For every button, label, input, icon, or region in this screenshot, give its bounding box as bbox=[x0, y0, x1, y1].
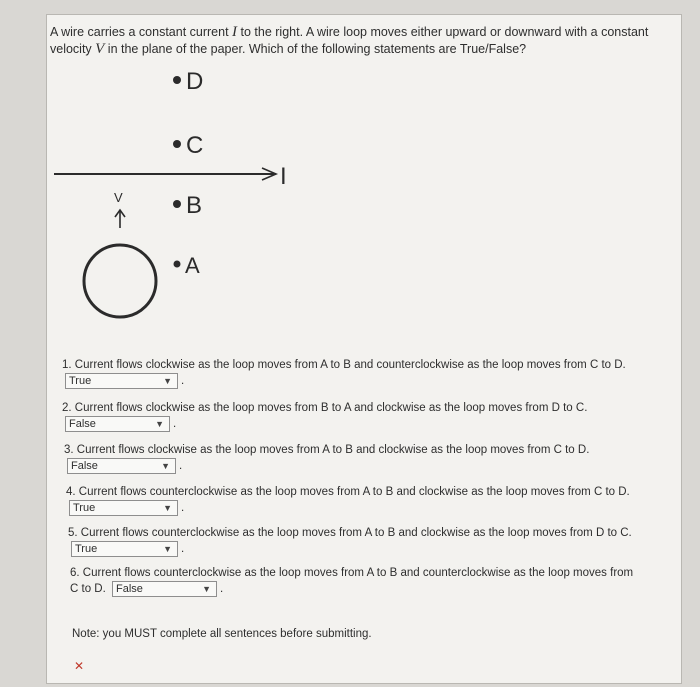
statement-6-value: False bbox=[116, 583, 143, 595]
statement-4-value: True bbox=[73, 502, 96, 514]
statement-2-value: False bbox=[69, 418, 96, 430]
incorrect-icon: ✕ bbox=[74, 659, 85, 673]
statement-5-text: 5. Current flows counterclockwise as the loop moves from A to B and clockwise as the loop moves from D to C. bbox=[68, 527, 632, 539]
statement-3: 3. Current flows clockwise as the loop moves from A to B and clockwise as the loop moves from C to D. False ▼ . bbox=[64, 444, 590, 473]
wire-loop bbox=[84, 245, 156, 317]
statement-3-value: False bbox=[71, 460, 98, 472]
velocity-label: V bbox=[114, 190, 123, 205]
statement-3-text: 3. Current flows clockwise as the loop moves from A to B and clockwise as the loop moves from C to D. bbox=[64, 444, 590, 456]
point-c-dot bbox=[173, 140, 181, 148]
statement-2-text: 2. Current flows clockwise as the loop moves from B to A and clockwise as the loop moves from D to C. bbox=[62, 402, 588, 414]
statement-4-select[interactable] bbox=[69, 500, 178, 516]
point-b-label: B bbox=[186, 192, 203, 219]
statement-2-select[interactable] bbox=[65, 416, 170, 432]
chevron-down-icon: ▼ bbox=[163, 544, 172, 554]
question-part-2: to the right. A wire loop moves either upward or downward with a constant velocity bbox=[50, 25, 649, 56]
submission-note: Note: you MUST complete all sentences before submitting. bbox=[72, 628, 372, 640]
variable-velocity: V bbox=[95, 41, 105, 57]
chevron-down-icon: ▼ bbox=[163, 503, 172, 513]
statement-2: 2. Current flows clockwise as the loop moves from B to A and clockwise as the loop moves from D to C. False ▼ . bbox=[62, 402, 588, 431]
statement-6-select[interactable] bbox=[112, 581, 217, 597]
point-c-label: C bbox=[186, 132, 204, 159]
question-part-1: A wire carries a constant current bbox=[50, 25, 233, 39]
current-label: I bbox=[280, 163, 287, 190]
point-a-dot bbox=[174, 261, 181, 268]
point-b-dot bbox=[173, 200, 181, 208]
statement-5-value: True bbox=[75, 543, 98, 555]
point-d-dot bbox=[173, 76, 181, 84]
statement-6-text: 6. Current flows counterclockwise as the loop moves from A to B and counterclockwise as the loop moves from C to D. bbox=[70, 567, 634, 596]
question-part-3: in the plane of the paper. Which of the following statements are True/False? bbox=[104, 42, 527, 56]
statement-5-select[interactable] bbox=[71, 541, 178, 557]
chevron-down-icon: ▼ bbox=[163, 376, 172, 386]
question-text bbox=[50, 24, 650, 58]
statement-4-text: 4. Current flows counterclockwise as the loop moves from A to B and clockwise as the loop moves from C to D. bbox=[66, 486, 630, 498]
statement-1: 1. Current flows clockwise as the loop moves from A to B and counterclockwise as the loop moves from C to D. True ▼ . bbox=[62, 359, 626, 388]
statement-6: 6. Current flows counterclockwise as the loop moves from A to B and counterclockwise as the loop moves from C to D. False ▼ . bbox=[70, 567, 634, 596]
statement-1-text: 1. Current flows clockwise as the loop moves from A to B and counterclockwise as the loop moves from C to D. bbox=[62, 359, 626, 371]
point-d-label: D bbox=[186, 68, 204, 95]
wire-loop-figure bbox=[40, 60, 360, 350]
statement-1-select[interactable] bbox=[65, 373, 178, 389]
point-a-label: A bbox=[185, 253, 200, 278]
statement-4: 4. Current flows counterclockwise as the loop moves from A to B and clockwise as the loop moves from C to D. True ▼ . bbox=[66, 486, 630, 515]
statement-1-value: True bbox=[69, 375, 92, 387]
chevron-down-icon: ▼ bbox=[155, 419, 164, 429]
variable-current: I bbox=[232, 24, 238, 40]
statement-5: 5. Current flows counterclockwise as the loop moves from A to B and clockwise as the loop moves from D to C. True ▼ . bbox=[68, 527, 632, 556]
chevron-down-icon: ▼ bbox=[161, 461, 170, 471]
chevron-down-icon: ▼ bbox=[202, 584, 211, 594]
statement-3-select[interactable] bbox=[67, 458, 176, 474]
